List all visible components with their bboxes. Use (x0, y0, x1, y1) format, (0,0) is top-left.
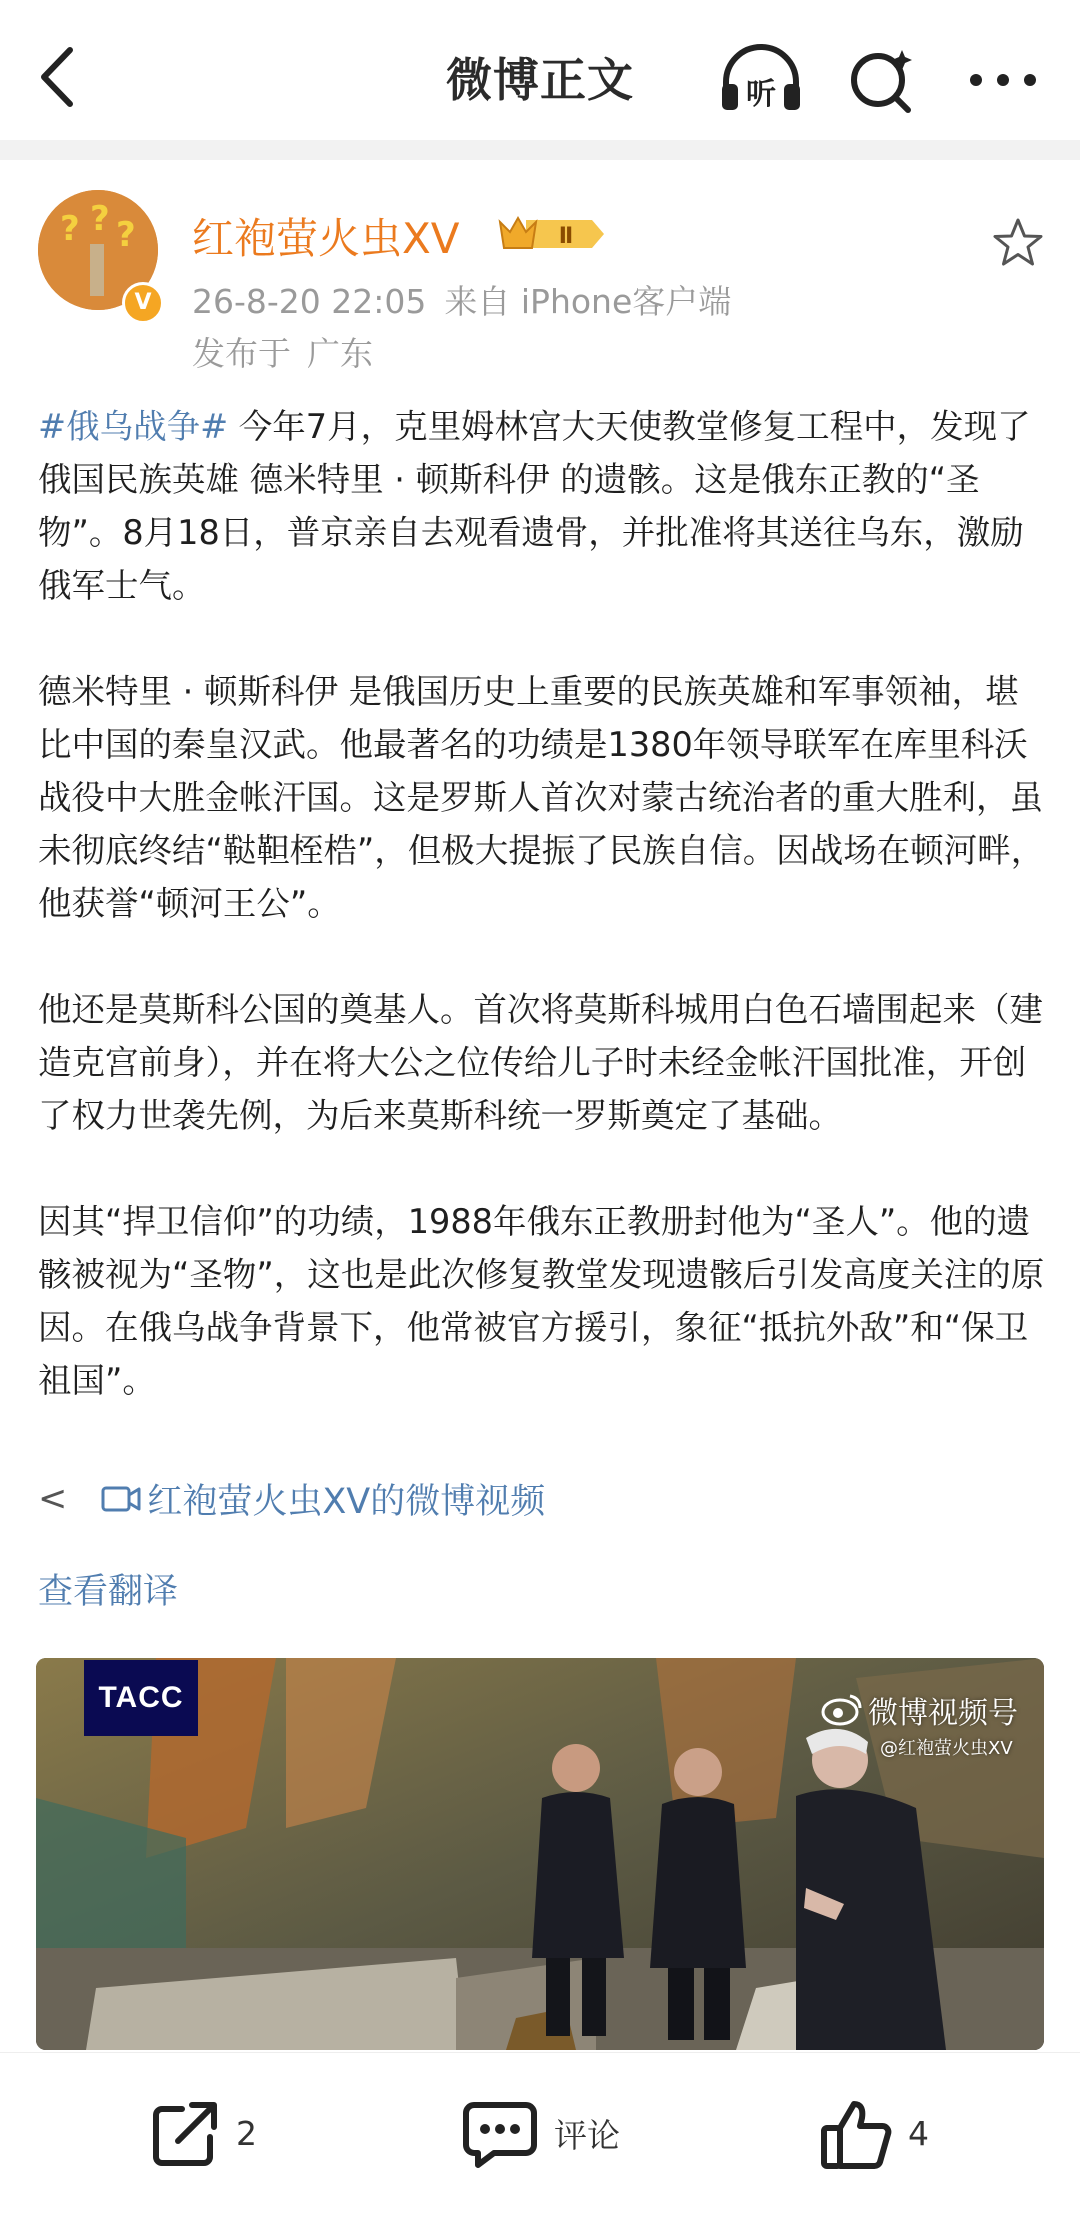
share-icon (148, 2097, 222, 2171)
video-link-label: 红袍萤火虫XV的微博视频 (147, 1482, 546, 1522)
post-body (38, 400, 1048, 1407)
svg-text:?: ? (60, 209, 80, 249)
video-link-arrow: < (38, 1479, 68, 1519)
vip-level: Ⅱ (558, 224, 574, 249)
post-paragraph-3: 他还是莫斯科公国的奠基人。首次将莫斯科城用白色石墙围起来（建造克宫前身），并在将大公之位传给儿子时未经金帐汗国批准，开创了权力世袭先例，为后来莫斯科统一罗斯奠定了基础。 (38, 990, 1043, 1135)
like-count: 4 (908, 2114, 929, 2153)
post-time: 26-8-20 22:05 (192, 282, 427, 321)
top-nav-bar (0, 0, 1080, 150)
weibo-eye-icon (820, 1694, 862, 1726)
search-button[interactable] (838, 40, 928, 120)
post-paragraph-1-text: 今年7月，克里姆林宫大天使教堂修复工程中，发现了俄国民族英雄 德米特里 · 顿斯科伊 的遗骸。这是俄东正教的“圣物”。8月18日，普京亲自去观看遗骨，并批准将其送往乌东，激励俄军士气。 (38, 407, 1031, 605)
svg-text:?: ? (90, 199, 110, 239)
post-location (192, 328, 389, 375)
svg-text:?: ? (116, 215, 136, 255)
verified-badge: V (122, 282, 164, 324)
weibo-video-link[interactable] (38, 1474, 545, 1524)
back-button[interactable] (36, 42, 80, 112)
vip-crown-icon[interactable] (496, 212, 608, 256)
listen-icon (716, 40, 806, 120)
more-icon (958, 40, 1048, 120)
view-translation-link[interactable]: 查看翻译 (38, 1572, 179, 1612)
post-meta (192, 276, 749, 323)
search-icon (838, 40, 928, 120)
bottom-action-bar (0, 2052, 1080, 2214)
hashtag-link[interactable]: #俄乌战争# (38, 407, 229, 446)
comment-label: 评论 (554, 2116, 620, 2155)
star-icon (988, 214, 1048, 274)
svg-text:听: 听 (746, 77, 776, 112)
comment-icon (460, 2097, 540, 2171)
like-icon (818, 2096, 894, 2172)
watermark-text: 微博视频号 (868, 1696, 1018, 1731)
post-paragraph-2: 德米特里 · 顿斯科伊 是俄国历史上重要的民族英雄和军事领袖，堪比中国的秦皇汉武。他最著名的功绩是1380年领导联军在库里科沃战役中大胜金帐汗国。这是罗斯人首次对蒙古统治者的重大胜利，虽未彻底终结“鞑靼桎梏”，但极大提振了民族自信。因战场在顿河畔，他获誉“顿河王公”。 (38, 672, 1045, 923)
comment-button[interactable] (460, 2053, 620, 2214)
post-source: 来自 iPhone客户端 (444, 282, 732, 321)
post-paragraph-4: 因其“捍卫信仰”的功绩，1988年俄东正教册封他为“圣人”。他的遗骸被视为“圣物”，这也是此次修复教堂发现遗骸后引发高度关注的原因。在俄乌战争背景下，他常被官方援引，象征“抵抗外敌”和“保卫祖国”。 (38, 1202, 1045, 1400)
back-arrow-icon (36, 42, 80, 112)
share-count: 2 (236, 2114, 257, 2153)
tass-logo: TACC (84, 1660, 198, 1736)
page-title: 微博正文 (446, 53, 634, 107)
share-button[interactable] (148, 2053, 257, 2214)
section-divider (0, 140, 1080, 160)
more-button[interactable] (958, 40, 1048, 120)
author-name[interactable]: 红袍萤火虫XV (192, 214, 460, 263)
video-watermark (820, 1688, 1018, 1760)
like-button[interactable] (818, 2053, 929, 2214)
location-prefix: 发布于 (192, 334, 291, 373)
video-camera-icon (101, 1484, 141, 1514)
post-paragraph-1 (38, 400, 1048, 612)
watermark-handle: @红袍萤火虫XV (880, 1738, 1013, 1759)
favorite-button[interactable] (988, 214, 1048, 274)
listen-button[interactable] (716, 40, 806, 120)
location-value: 广东 (307, 334, 373, 373)
